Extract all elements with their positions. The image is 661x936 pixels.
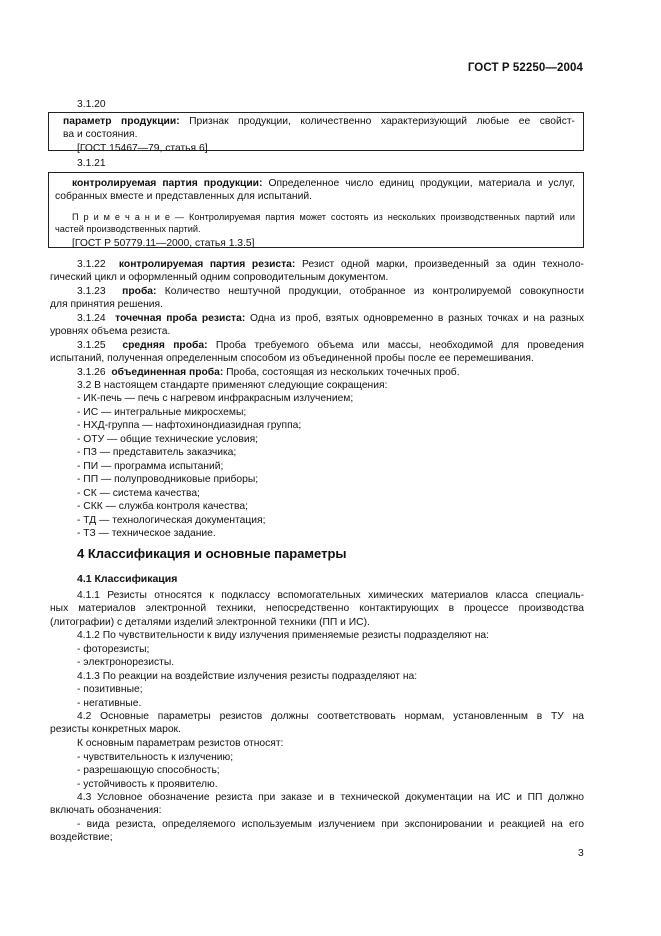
- term-definition-cont: ва и состояния.: [63, 129, 138, 141]
- term-number: 3.1.20: [77, 99, 106, 110]
- abbrev-item: - ОТУ — общие технические условия;: [77, 433, 259, 445]
- definition-3-1-22: 3.1.22 контролируемая партия резиста: Резист одной марки, произведенный за один техноло- гический цикл и оформленный одним сопроводительным документом.: [50, 259, 584, 284]
- term-definition-cont: собранных вместе и представленных для испытаний.: [55, 191, 312, 203]
- list-item: - устойчивость к проявителю.: [77, 778, 218, 790]
- abbrev-item: - ТД — технологическая документация;: [77, 514, 266, 526]
- list-item: - разрешающую способность;: [77, 765, 220, 776]
- list-item: - электронорезисты.: [77, 657, 175, 668]
- term-note-cont: частей производственных партий.: [55, 223, 201, 234]
- paragraph-4-3: 4.3 Условное обозначение резиста при заказе и в технической документации на ИС и ПП должно включать обозначения:: [50, 792, 584, 817]
- term-box: [48, 172, 584, 248]
- document-header: ГОСТ Р 52250—2004: [467, 62, 583, 74]
- list-item: - позитивные;: [77, 684, 143, 695]
- term-definition: параметр продукции: Признак продукции, количественно характеризующий любые ее свойст-: [63, 116, 575, 127]
- paragraph-4-1-3: 4.1.3 По реакции на воздействие излучения резисты подразделяют на:: [77, 670, 418, 682]
- definition-3-1-23: 3.1.23 проба: Количество нештучной продукции, отобранное из контролируемой совокупности для принятия решения.: [50, 286, 584, 311]
- definition-3-1-26: 3.1.26 объединенная проба: Проба, состоящая из нескольких точечных проб.: [77, 367, 460, 378]
- paragraph-4-2-intro: К основным параметрам резистов относят:: [77, 738, 284, 749]
- subsection-title: 4.1 Классификация: [77, 573, 178, 585]
- abbrev-item: - ИК-печь — печь с нагревом инфракрасным излучением;: [77, 393, 354, 404]
- abbrev-item: - НХД-группа — нафтохинондиазидная группа;: [77, 420, 302, 431]
- abbrev-item: - ТЗ — техническое задание.: [77, 528, 216, 539]
- paragraph-4-1-2: 4.1.2 По чувствительности к виду излучения применяемые резисты подразделяют на:: [77, 630, 490, 641]
- term-number: 3.1.21: [77, 158, 106, 169]
- abbrev-item: - ПЗ — представитель заказчика;: [77, 447, 237, 458]
- abbrev-item: - СК — система качества;: [77, 487, 200, 499]
- term-source: [ГОСТ Р 50779.11—2000, статья 1.3.5]: [72, 237, 255, 249]
- list-item: - негативные.: [77, 697, 142, 709]
- abbrev-item: - ИС — интегральные микросхемы;: [77, 406, 247, 418]
- definition-3-1-24: 3.1.24 точечная проба резиста: Одна из проб, взятых одновременно в разных точках и на разных уровнях объема резиста.: [50, 313, 584, 338]
- abbrev-item: - ПП — полупроводниковые приборы;: [77, 474, 259, 485]
- term-definition: контролируемая партия продукции: Определенное число единиц продукции, материала и услуг,: [72, 178, 575, 189]
- abbrev-item: - СКК — служба контроля качества;: [77, 501, 248, 512]
- definition-3-1-25: 3.1.25 средняя проба: Проба требуемого объема или массы, необходимой для проведения испытаний, полученная определенным способом из объединенной пробы после ее перемешивания.: [50, 340, 584, 365]
- abbrev-intro: 3.2 В настоящем стандарте применяют следующие сокращения:: [77, 380, 388, 391]
- term-note: П р и м е ч а н и е — Контролируемая партия может состоять из нескольких производственных партий или: [72, 211, 575, 222]
- paragraph-4-1-1: 4.1.1 Резисты относятся к подклассу вспомогательных химических материалов класса специаль- ных материалов электронной техники, непосредственно контактирующих в процессе производства (литографии) с деталями изделий электронной техники (ПП и ИС).: [50, 590, 584, 628]
- term-source: [ГОСТ 15467—79, статья 6]: [77, 142, 208, 154]
- list-item: - чувствительность к излучению;: [77, 751, 234, 763]
- abbrev-item: - ПИ — программа испытаний;: [77, 460, 224, 472]
- page-number: 3: [578, 848, 584, 859]
- paragraph-4-2: 4.2 Основные параметры резистов должны соответствовать нормам, установленным в ТУ на резисты конкретных марок.: [50, 711, 584, 736]
- term-box: [48, 112, 584, 154]
- paragraph-4-3-item: - вида резиста, определяемого используемым излучением при экспонировании и реакцией на его воздействие;: [50, 819, 584, 844]
- section-title: 4 Классификация и основные параметры: [77, 546, 347, 561]
- list-item: - фоторезисты;: [77, 643, 150, 655]
